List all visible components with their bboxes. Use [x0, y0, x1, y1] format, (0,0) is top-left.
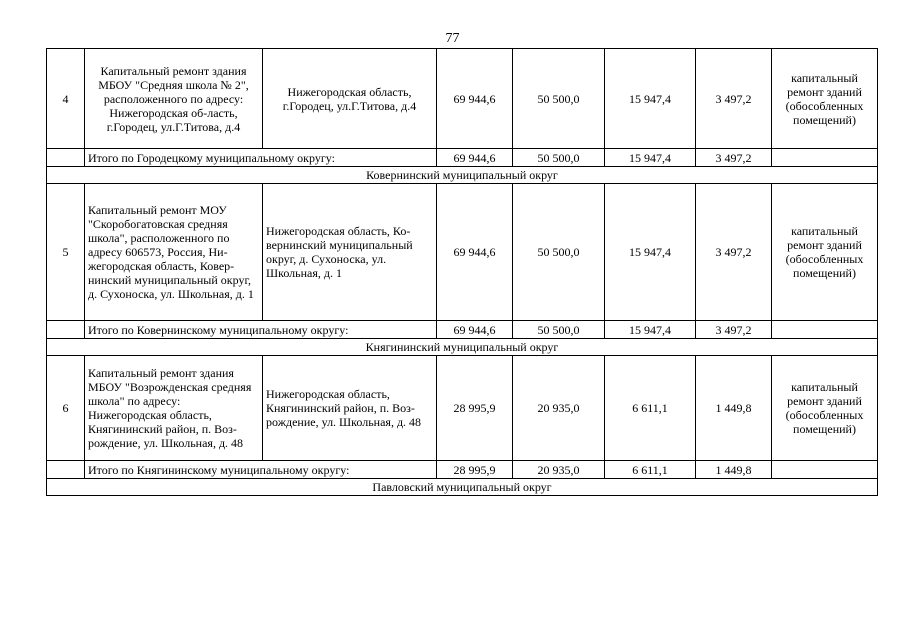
total-row — [47, 321, 878, 339]
table-row — [47, 49, 878, 149]
local-amount: 3 497,2 — [696, 321, 772, 339]
section-header — [47, 479, 878, 496]
empty-cell — [772, 321, 878, 339]
regional-amount: 15 947,4 — [605, 184, 696, 321]
table-row — [47, 356, 878, 461]
project-name: Капитальный ремонт МОУ "Скоробогатовская средняя школа", расположенного по адресу 606573, Россия, Ни-жегородская область, Ковер-нинский муниципальный округ, д. Сухоноска, ул. Школьная, д. 1 — [85, 184, 263, 321]
total-label: Итого по Ковернинскому муниципальному округу: — [85, 321, 437, 339]
total-amount: 69 944,6 — [437, 184, 513, 321]
row-number: 5 — [47, 184, 85, 321]
work-type: капитальный ремонт зданий (обособленных помещений) — [772, 356, 878, 461]
local-amount: 3 497,2 — [696, 49, 772, 149]
total-amount: 69 944,6 — [437, 149, 513, 167]
total-amount: 69 944,6 — [437, 49, 513, 149]
empty-cell — [772, 461, 878, 479]
total-row — [47, 149, 878, 167]
local-amount: 1 449,8 — [696, 356, 772, 461]
table-row — [47, 184, 878, 321]
total-row — [47, 461, 878, 479]
empty-cell — [772, 149, 878, 167]
empty-cell — [47, 149, 85, 167]
federal-amount: 50 500,0 — [513, 184, 605, 321]
section-title: Павловский муниципальный округ — [47, 479, 878, 496]
project-address: Нижегородская область, г.Городец, ул.Г.Титова, д.4 — [263, 49, 437, 149]
total-amount: 28 995,9 — [437, 461, 513, 479]
row-number: 4 — [47, 49, 85, 149]
project-name: Капитальный ремонт здания МБОУ "Возрожденская средняя школа" по адресу: Нижегородская область, Княгининский район, п. Воз-рождение, ул. Школьная, д. 48 — [85, 356, 263, 461]
project-address: Нижегородская область, Ко-вернинский муниципальный округ, д. Сухоноска, ул. Школьная, д. 1 — [263, 184, 437, 321]
section-title: Ковернинский муниципальный округ — [47, 167, 878, 184]
local-amount: 3 497,2 — [696, 184, 772, 321]
work-type: капитальный ремонт зданий (обособленных помещений) — [772, 184, 878, 321]
project-address: Нижегородская область, Княгининский район, п. Воз-рождение, ул. Школьная, д. 48 — [263, 356, 437, 461]
total-label: Итого по Городецкому муниципальному округу: — [85, 149, 437, 167]
federal-amount: 50 500,0 — [513, 321, 605, 339]
total-label: Итого по Княгининскому муниципальному округу: — [85, 461, 437, 479]
federal-amount: 50 500,0 — [513, 149, 605, 167]
regional-amount: 15 947,4 — [605, 149, 696, 167]
section-header — [47, 339, 878, 356]
project-name: Капитальный ремонт здания МБОУ "Средняя школа № 2", расположенного по адресу: Нижегородская об-ласть, г.Городец, ул.Г.Титова, д.4 — [85, 49, 263, 149]
total-amount: 69 944,6 — [437, 321, 513, 339]
regional-amount: 15 947,4 — [605, 321, 696, 339]
regional-amount: 6 611,1 — [605, 461, 696, 479]
projects-table — [46, 48, 878, 496]
section-header — [47, 167, 878, 184]
empty-cell — [47, 461, 85, 479]
empty-cell — [47, 321, 85, 339]
local-amount: 1 449,8 — [696, 461, 772, 479]
regional-amount: 15 947,4 — [605, 49, 696, 149]
section-title: Княгининский муниципальный округ — [47, 339, 878, 356]
federal-amount: 20 935,0 — [513, 356, 605, 461]
federal-amount: 20 935,0 — [513, 461, 605, 479]
regional-amount: 6 611,1 — [605, 356, 696, 461]
total-amount: 28 995,9 — [437, 356, 513, 461]
work-type: капитальный ремонт зданий (обособленных помещений) — [772, 49, 878, 149]
federal-amount: 50 500,0 — [513, 49, 605, 149]
row-number: 6 — [47, 356, 85, 461]
local-amount: 3 497,2 — [696, 149, 772, 167]
page-number: 77 — [445, 31, 460, 46]
